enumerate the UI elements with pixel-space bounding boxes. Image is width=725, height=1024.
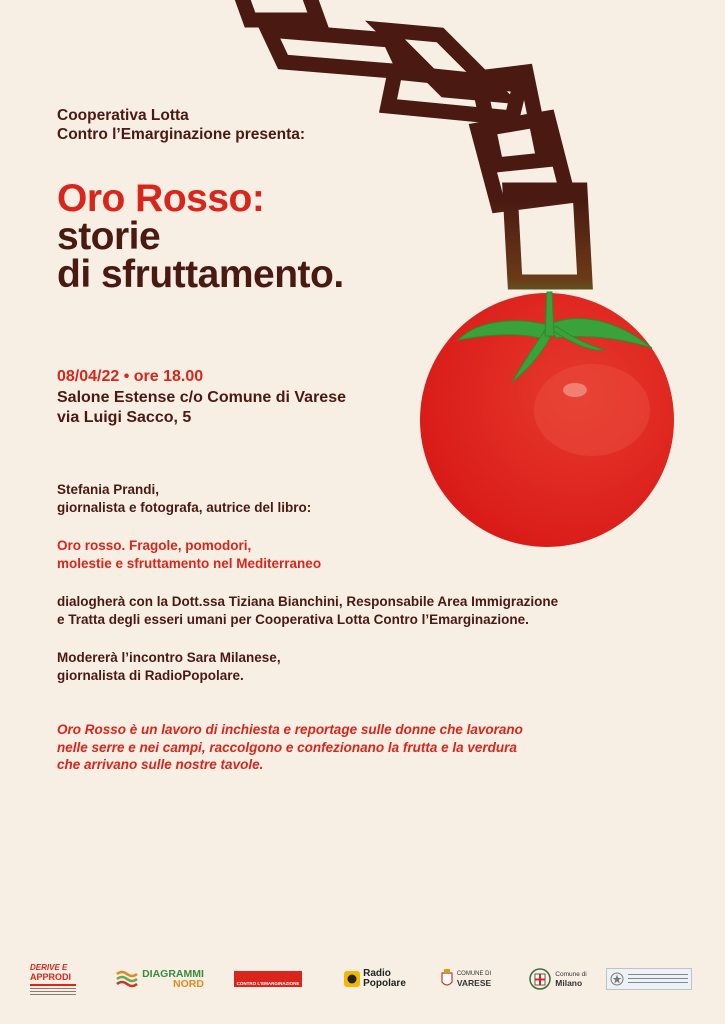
title-line-1: Oro Rosso: xyxy=(57,177,265,220)
diagrammi-logo-line-1: DIAGRAMMI xyxy=(142,968,204,980)
logo-government-department xyxy=(605,960,693,998)
radio-logo-line-2: Popolare xyxy=(363,978,406,989)
government-logo-box xyxy=(606,968,692,990)
tomato-icon xyxy=(420,292,674,547)
book-title xyxy=(57,537,321,572)
derive-logo-fineprint xyxy=(30,988,76,996)
presenter-line-2: Contro l’Emarginazione presenta: xyxy=(57,126,306,143)
diagrammi-waves-icon xyxy=(116,970,138,988)
italian-emblem-icon xyxy=(610,972,624,986)
milano-logo-line-2: Milano xyxy=(555,978,583,988)
blurb-line-2: nelle serre e nei campi, raccolgono e confezionano la frutta e la verdura xyxy=(57,739,517,755)
event-address: via Luigi Sacco, 5 xyxy=(57,409,192,426)
dialog-line-1: dialogherà con la Dott.ssa Tiziana Bianchini, Responsabile Area Immigrazione xyxy=(57,594,559,609)
derive-logo-underline xyxy=(30,984,76,986)
moderator-line-2: giornalista di RadioPopolare. xyxy=(57,667,244,683)
logo-diagrammi-nord xyxy=(115,960,205,998)
dialog-block xyxy=(57,593,558,628)
coop-logo-badge xyxy=(234,971,302,987)
event-date-time: 08/04/22 • ore 18.00 xyxy=(57,368,204,385)
description-blurb xyxy=(57,721,523,774)
presenter-text xyxy=(57,106,305,144)
radio-text xyxy=(363,969,406,989)
title-line-2: storie xyxy=(57,215,161,258)
derive-logo-line-1: DERIVE E xyxy=(30,962,68,972)
author-role: giornalista e fotografa, autrice del libro: xyxy=(57,499,312,515)
coop-logo-label: CONTRO L'EMARGINAZIONE xyxy=(236,981,300,986)
logo-derive-approdi xyxy=(30,960,82,998)
radio-logo-line-1: Radio xyxy=(363,968,391,979)
moderator-block xyxy=(57,649,281,684)
derive-logo-line-2: APPRODI xyxy=(30,971,72,982)
author-name: Stefania Prandi, xyxy=(57,482,160,497)
book-title-line-2: molestie e sfruttamento nel Mediterraneo xyxy=(57,555,322,571)
logo-cooperativa xyxy=(233,960,303,998)
varese-logo-line-1: COMUNE DI xyxy=(456,971,492,977)
logo-comune-varese xyxy=(435,960,497,998)
milano-logo-line-1: Comune di xyxy=(555,971,587,978)
diagrammi-logo-line-2: NORD xyxy=(172,978,204,990)
government-logo-fineprint xyxy=(628,974,688,984)
milano-crest-icon xyxy=(529,966,551,992)
event-details xyxy=(57,367,346,429)
title-line-3: di sfruttamento. xyxy=(57,253,344,296)
book-title-line-1: Oro rosso. Fragole, pomodori, xyxy=(57,538,252,553)
logo-comune-milano xyxy=(527,960,589,998)
diagrammi-text xyxy=(142,969,204,989)
author-block xyxy=(57,481,311,516)
milano-text xyxy=(555,970,586,988)
logo-radio-popolare xyxy=(340,960,410,998)
varese-logo-line-2: VARESE xyxy=(456,978,492,988)
dialog-line-2: e Tratta degli esseri umani per Cooperativa Lotta Contro l’Emarginazione. xyxy=(57,611,529,627)
moderator-line-1: Modererà l’incontro Sara Milanese, xyxy=(57,650,281,665)
event-venue: Salone Estense c/o Comune di Varese xyxy=(57,388,346,406)
blurb-line-3: che arrivano sulle nostre tavole. xyxy=(57,757,264,772)
radio-popolare-icon xyxy=(344,971,360,987)
varese-crest-icon xyxy=(441,969,453,989)
page-title xyxy=(57,177,344,296)
presenter-line-1: Cooperativa Lotta xyxy=(57,107,189,124)
blurb-line-1: Oro Rosso è un lavoro di inchiesta e reportage sulle donne che lavorano xyxy=(57,722,523,737)
varese-text xyxy=(457,970,491,988)
